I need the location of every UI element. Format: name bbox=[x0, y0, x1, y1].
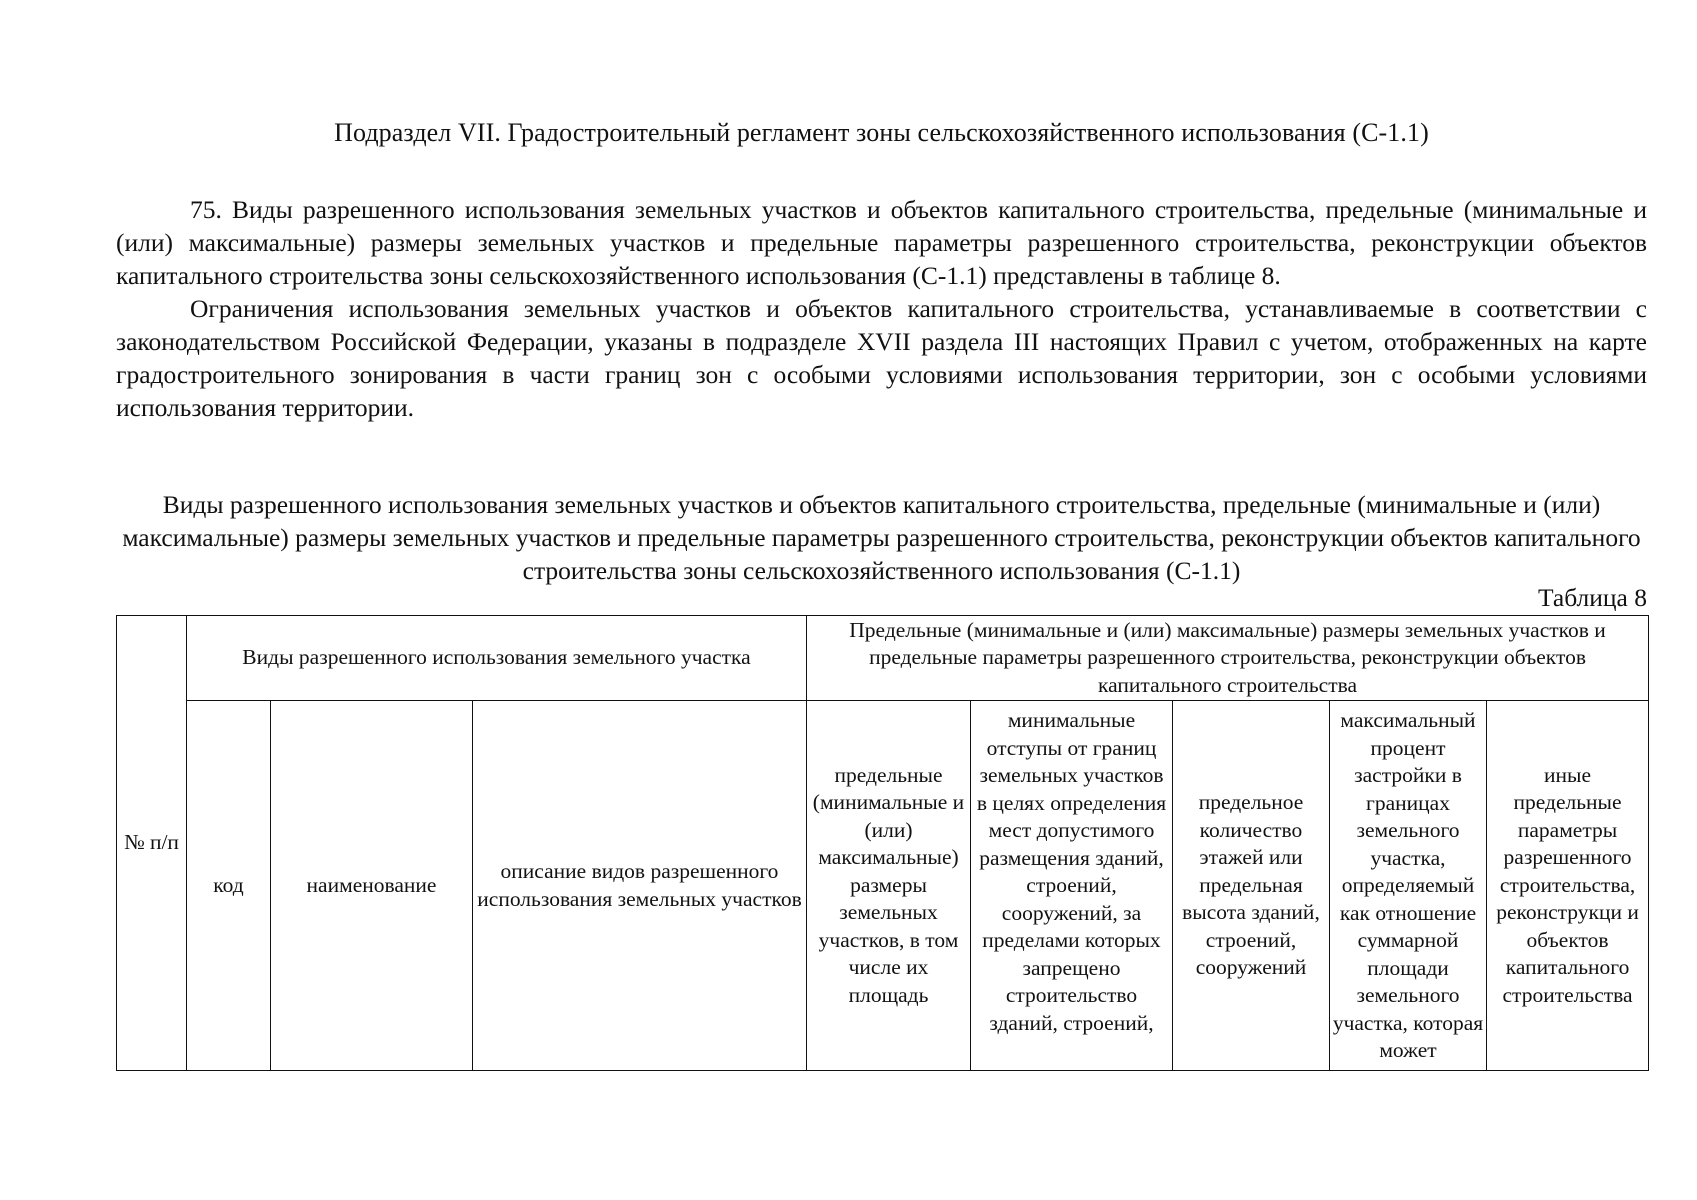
table-header-row-2 bbox=[117, 701, 1649, 1071]
regulation-table bbox=[116, 615, 1649, 1071]
header-setbacks-text: минимальные отступы от границ земельных участков в целях определения мест допустимого размещения зданий, строений, сооружений, за пределами которых запрещено строительство зданий, строений, bbox=[976, 708, 1167, 1035]
table-number: Таблица 8 bbox=[1537, 583, 1647, 612]
header-setbacks bbox=[971, 701, 1173, 1071]
header-name: наименование bbox=[271, 701, 473, 1071]
header-coverage bbox=[1330, 701, 1487, 1071]
header-description: описание видов разрешенного использования земельных участков bbox=[473, 701, 807, 1071]
header-plot-size: предельные (минимальные и (или) максимальные) размеры земельных участков, в том числе их площадь bbox=[807, 701, 971, 1071]
subsection-title: Подраздел VII. Градостроительный регламент зоны сельскохозяйственного использования (С-1.1) bbox=[334, 118, 1429, 147]
header-number: № п/п bbox=[117, 616, 187, 1071]
header-group-limits: Предельные (минимальные и (или) максимальные) размеры земельных участков и предельные параметры разрешенного строительства, реконструкции объектов капитального строительства bbox=[807, 616, 1649, 701]
paragraph-restrictions: Ограничения использования земельных участков и объектов капитального строительства, устанавливаемые в соответствии с законодательством Российской Федерации, указаны в подразделе XVII раздела III настоящих Правил с учетом, отображенных на карте градостроительного зонирования в части границ зон с особыми условиями использования территории, зон с особыми условиями использования территории. bbox=[116, 294, 1647, 422]
header-floors: предельное количество этажей или предельная высота зданий, строений, сооружений bbox=[1173, 701, 1330, 1071]
header-group-types: Виды разрешенного использования земельного участка bbox=[187, 616, 807, 701]
header-code: код bbox=[187, 701, 271, 1071]
header-coverage-text: максимальный процент застройки в границах земельного участка, определяемый как отношение суммарной площади земельного участка, которая может bbox=[1332, 708, 1484, 1062]
body-text bbox=[116, 193, 1647, 424]
table-caption: Виды разрешенного использования земельных участков и объектов капитального строительства, предельные (минимальные и (или) максимальные) размеры земельных участков и предельные параметры разрешенного строительства, реконструкции объектов капитального строительства зоны сельскохозяйственного использования (С-1.1) bbox=[122, 490, 1641, 585]
table-header-row-1 bbox=[117, 616, 1649, 701]
header-other: иные предельные параметры разрешенного строительства, реконструкци и объектов капитального строительства bbox=[1487, 701, 1649, 1071]
paragraph-75: 75. Виды разрешенного использования земельных участков и объектов капитального строительства, предельные (минимальные и (или) максимальные) размеры земельных участков и предельные параметры разрешенного строительства, реконструкции объектов капитального строительства зоны сельскохозяйственного использования (С-1.1) представлены в таблице 8. bbox=[116, 195, 1647, 290]
